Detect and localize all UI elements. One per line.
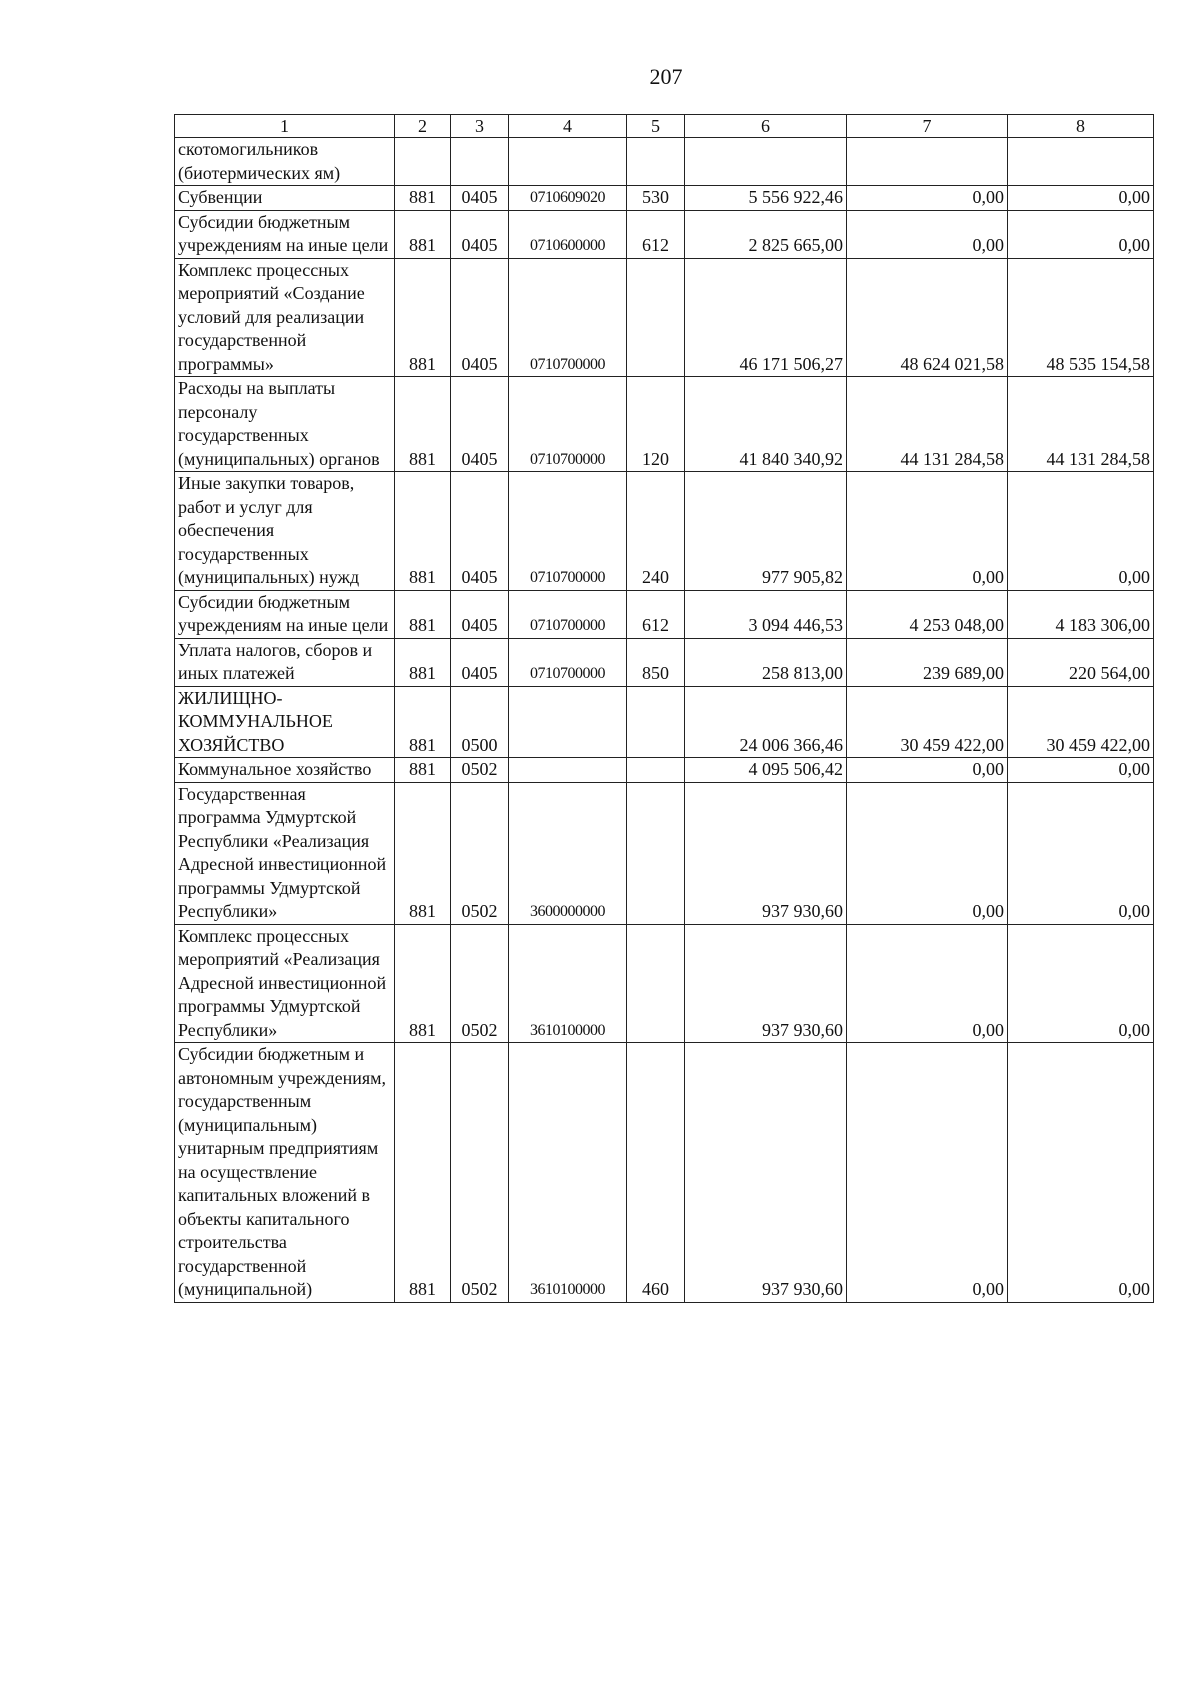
cell-amount-1: 3 094 446,53 (685, 590, 847, 638)
col-header-3: 3 (451, 115, 509, 138)
cell-amount-3: 0,00 (1008, 1043, 1154, 1303)
cell-amount-3: 48 535 154,58 (1008, 258, 1154, 377)
cell-amount-3 (1008, 138, 1154, 186)
cell-ministry: 881 (395, 210, 451, 258)
col-header-4: 4 (509, 115, 627, 138)
cell-target-code: 3610100000 (509, 924, 627, 1043)
cell-expense-type: 460 (627, 1043, 685, 1303)
cell-amount-2: 48 624 021,58 (847, 258, 1008, 377)
col-header-1: 1 (175, 115, 395, 138)
cell-ministry: 881 (395, 590, 451, 638)
cell-amount-3: 0,00 (1008, 782, 1154, 924)
cell-amount-1: 937 930,60 (685, 782, 847, 924)
cell-target-code (509, 758, 627, 783)
cell-section: 0405 (451, 210, 509, 258)
cell-name: Расходы на выплаты персоналу государственных (муниципальных) органов (175, 377, 395, 472)
cell-section: 0405 (451, 638, 509, 686)
cell-expense-type (627, 758, 685, 783)
cell-amount-2: 44 131 284,58 (847, 377, 1008, 472)
table-row (175, 258, 1154, 377)
cell-name: Комплекс процессных мероприятий «Создание условий для реализации государственной программы» (175, 258, 395, 377)
cell-section: 0502 (451, 924, 509, 1043)
cell-target-code: 0710609020 (509, 186, 627, 211)
cell-name: Субсидии бюджетным учреждениям на иные цели (175, 590, 395, 638)
cell-amount-3: 0,00 (1008, 758, 1154, 783)
cell-section: 0502 (451, 758, 509, 783)
cell-target-code: 3610100000 (509, 1043, 627, 1303)
cell-amount-2: 0,00 (847, 186, 1008, 211)
cell-target-code: 0710700000 (509, 638, 627, 686)
cell-section (451, 138, 509, 186)
table-row (175, 1043, 1154, 1303)
cell-amount-3: 0,00 (1008, 924, 1154, 1043)
table-row (175, 138, 1154, 186)
cell-amount-2: 0,00 (847, 924, 1008, 1043)
cell-name: Комплекс процессных мероприятий «Реализация Адресной инвестиционной программы Удмуртской Республики» (175, 924, 395, 1043)
cell-amount-1: 2 825 665,00 (685, 210, 847, 258)
cell-ministry: 881 (395, 377, 451, 472)
cell-amount-3: 30 459 422,00 (1008, 686, 1154, 758)
cell-ministry: 881 (395, 924, 451, 1043)
col-header-7: 7 (847, 115, 1008, 138)
cell-amount-2: 4 253 048,00 (847, 590, 1008, 638)
cell-amount-3: 44 131 284,58 (1008, 377, 1154, 472)
cell-name: Уплата налогов, сборов и иных платежей (175, 638, 395, 686)
cell-section: 0405 (451, 590, 509, 638)
table-row (175, 924, 1154, 1043)
cell-amount-2: 0,00 (847, 472, 1008, 591)
table-row (175, 686, 1154, 758)
page-number: 207 (649, 64, 683, 89)
cell-expense-type: 530 (627, 186, 685, 211)
cell-expense-type: 612 (627, 590, 685, 638)
cell-amount-1: 937 930,60 (685, 1043, 847, 1303)
cell-target-code: 0710700000 (509, 590, 627, 638)
cell-ministry: 881 (395, 1043, 451, 1303)
cell-ministry: 881 (395, 258, 451, 377)
cell-ministry: 881 (395, 186, 451, 211)
cell-target-code: 0710700000 (509, 472, 627, 591)
cell-amount-3: 220 564,00 (1008, 638, 1154, 686)
cell-amount-1: 937 930,60 (685, 924, 847, 1043)
cell-expense-type: 850 (627, 638, 685, 686)
cell-expense-type (627, 138, 685, 186)
cell-name: Государственная программа Удмуртской Республики «Реализация Адресной инвестиционной программы Удмуртской Республики» (175, 782, 395, 924)
cell-amount-2: 0,00 (847, 210, 1008, 258)
cell-section: 0500 (451, 686, 509, 758)
cell-ministry (395, 138, 451, 186)
cell-ministry: 881 (395, 638, 451, 686)
cell-section: 0405 (451, 186, 509, 211)
cell-section: 0405 (451, 258, 509, 377)
cell-target-code: 3600000000 (509, 782, 627, 924)
cell-expense-type: 120 (627, 377, 685, 472)
cell-ministry: 881 (395, 758, 451, 783)
table-row (175, 210, 1154, 258)
cell-amount-2 (847, 138, 1008, 186)
table-row (175, 590, 1154, 638)
cell-expense-type (627, 924, 685, 1043)
cell-name: Субсидии бюджетным и автономным учреждениям, государственным (муниципальным) унитарным предприятиям на осуществление капитальных вложений в объекты капитального строительства государственной (муниципальной) (175, 1043, 395, 1303)
col-header-5: 5 (627, 115, 685, 138)
cell-amount-1: 4 095 506,42 (685, 758, 847, 783)
cell-amount-2: 0,00 (847, 1043, 1008, 1303)
table-row (175, 186, 1154, 211)
cell-expense-type: 612 (627, 210, 685, 258)
cell-expense-type (627, 686, 685, 758)
cell-amount-1: 41 840 340,92 (685, 377, 847, 472)
cell-amount-2: 30 459 422,00 (847, 686, 1008, 758)
cell-name: Коммунальное хозяйство (175, 758, 395, 783)
cell-target-code (509, 686, 627, 758)
cell-amount-1: 24 006 366,46 (685, 686, 847, 758)
budget-table (174, 114, 1154, 1303)
table-row (175, 758, 1154, 783)
cell-ministry: 881 (395, 472, 451, 591)
cell-name: ЖИЛИЩНО-КОММУНАЛЬНОЕ ХОЗЯЙСТВО (175, 686, 395, 758)
table-row (175, 782, 1154, 924)
cell-section: 0502 (451, 1043, 509, 1303)
cell-amount-3: 0,00 (1008, 472, 1154, 591)
cell-name: Иные закупки товаров, работ и услуг для обеспечения государственных (муниципальных) нужд (175, 472, 395, 591)
cell-amount-1: 258 813,00 (685, 638, 847, 686)
cell-target-code (509, 138, 627, 186)
cell-amount-3: 0,00 (1008, 186, 1154, 211)
cell-ministry: 881 (395, 782, 451, 924)
col-header-6: 6 (685, 115, 847, 138)
cell-name: Субвенции (175, 186, 395, 211)
table-row (175, 377, 1154, 472)
col-header-2: 2 (395, 115, 451, 138)
cell-amount-2: 0,00 (847, 758, 1008, 783)
cell-target-code: 0710600000 (509, 210, 627, 258)
cell-amount-1: 46 171 506,27 (685, 258, 847, 377)
cell-section: 0502 (451, 782, 509, 924)
cell-amount-3: 0,00 (1008, 210, 1154, 258)
cell-section: 0405 (451, 377, 509, 472)
cell-ministry: 881 (395, 686, 451, 758)
cell-expense-type (627, 258, 685, 377)
cell-section: 0405 (451, 472, 509, 591)
header-row (175, 115, 1154, 138)
cell-amount-1 (685, 138, 847, 186)
cell-amount-1: 5 556 922,46 (685, 186, 847, 211)
table-row (175, 638, 1154, 686)
cell-target-code: 0710700000 (509, 377, 627, 472)
cell-amount-2: 239 689,00 (847, 638, 1008, 686)
cell-expense-type (627, 782, 685, 924)
cell-amount-1: 977 905,82 (685, 472, 847, 591)
cell-expense-type: 240 (627, 472, 685, 591)
cell-amount-3: 4 183 306,00 (1008, 590, 1154, 638)
cell-name: Субсидии бюджетным учреждениям на иные цели (175, 210, 395, 258)
col-header-8: 8 (1008, 115, 1154, 138)
table-row (175, 472, 1154, 591)
cell-target-code: 0710700000 (509, 258, 627, 377)
cell-name: скотомогильников (биотермических ям) (175, 138, 395, 186)
cell-amount-2: 0,00 (847, 782, 1008, 924)
